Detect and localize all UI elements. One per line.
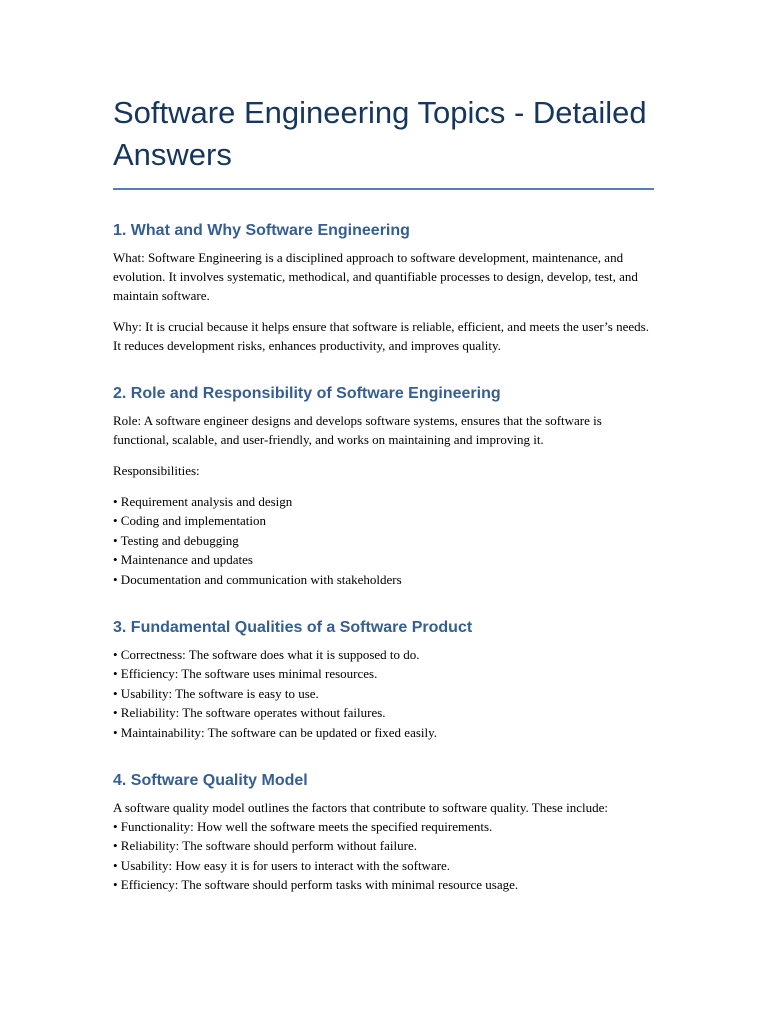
paragraph-why: Why: It is crucial because it helps ensure that software is reliable, efficient, and meets the user’s needs. It reduces development risks, enhances productivity, and improves quality. bbox=[113, 319, 649, 353]
list-item: • Functionality: How well the software meets the specified requirements. bbox=[113, 819, 493, 835]
section-fundamental-qualities bbox=[113, 617, 658, 742]
section-role-responsibility bbox=[113, 383, 658, 589]
title-divider bbox=[113, 188, 654, 190]
section-quality-model bbox=[113, 770, 658, 895]
responsibilities-list bbox=[113, 492, 658, 589]
paragraph-responsibilities-label: Responsibilities: bbox=[113, 463, 200, 478]
list-item: • Maintenance and updates bbox=[113, 552, 253, 568]
list-item: • Usability: The software is easy to use. bbox=[113, 685, 319, 701]
document-title: Software Engineering Topics - Detailed Answers bbox=[113, 95, 647, 172]
section-heading: 1. What and Why Software Engineering bbox=[113, 222, 410, 239]
list-item: • Efficiency: The software uses minimal resources. bbox=[113, 666, 378, 682]
section-what-why bbox=[113, 220, 658, 355]
list-item: • Documentation and communication with stakeholders bbox=[113, 571, 402, 587]
quality-model-list bbox=[113, 817, 658, 895]
paragraph-role: Role: A software engineer designs and develops software systems, ensures that the software is functional, scalable, and user-friendly, and works on maintaining and improving it. bbox=[113, 413, 602, 447]
paragraph-quality-model-intro: A software quality model outlines the factors that contribute to software quality. These include: bbox=[113, 800, 608, 816]
list-item: • Usability: How easy it is for users to interact with the software. bbox=[113, 857, 451, 873]
paragraph-what: What: Software Engineering is a disciplined approach to software development, maintenance, and evolution. It involves systematic, methodical, and quantifiable processes to design, develop, test, and maintain software. bbox=[113, 250, 638, 303]
list-item: • Reliability: The software operates without failures. bbox=[113, 705, 386, 721]
list-item: • Correctness: The software does what it is supposed to do. bbox=[113, 647, 420, 663]
section-heading: 3. Fundamental Qualities of a Software Product bbox=[113, 619, 473, 637]
list-item: • Reliability: The software should perform without failure. bbox=[113, 838, 417, 854]
list-item: • Efficiency: The software should perform tasks with minimal resource usage. bbox=[113, 877, 519, 893]
document-page bbox=[113, 92, 658, 923]
section-heading: 2. Role and Responsibility of Software Engineering bbox=[113, 385, 501, 402]
list-item: • Coding and implementation bbox=[113, 513, 266, 529]
list-item: • Maintainability: The software can be updated or fixed easily. bbox=[113, 724, 438, 740]
list-item: • Testing and debugging bbox=[113, 532, 239, 548]
section-spacer bbox=[113, 367, 658, 383]
qualities-list bbox=[113, 645, 658, 742]
section-heading: 4. Software Quality Model bbox=[113, 772, 308, 790]
list-item: • Requirement analysis and design bbox=[113, 494, 293, 509]
